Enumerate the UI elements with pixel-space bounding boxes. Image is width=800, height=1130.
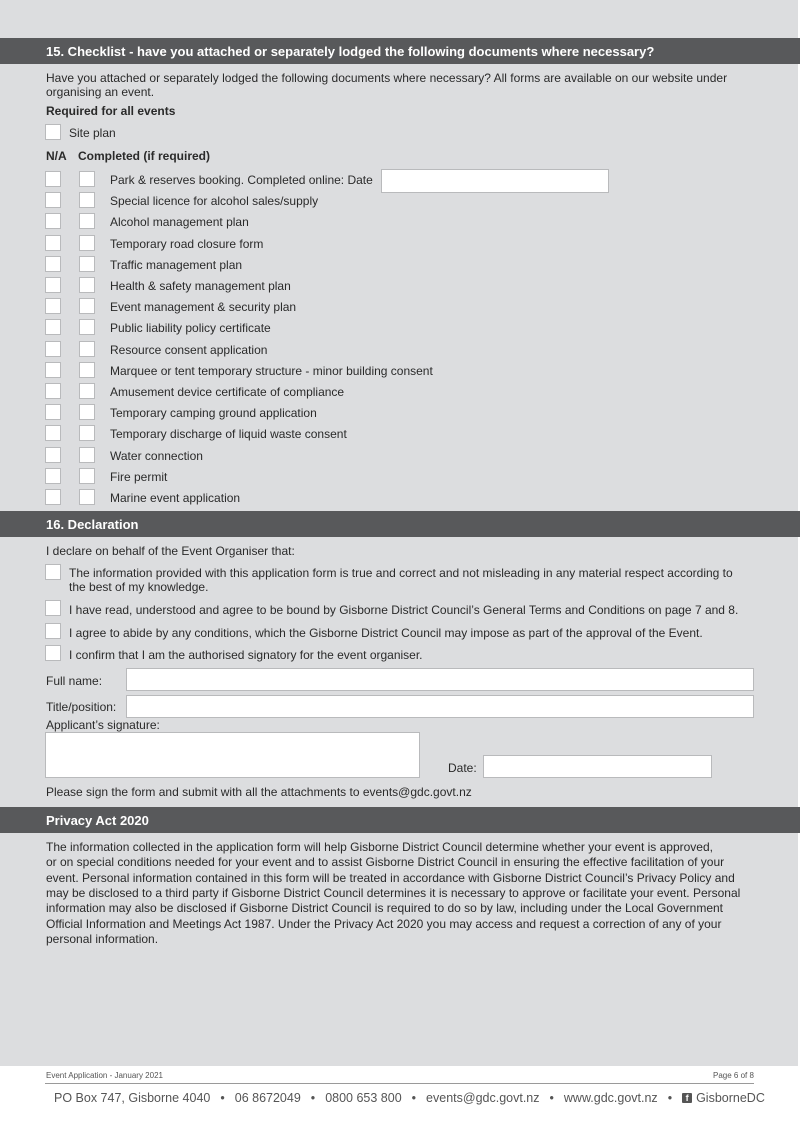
checklist-completed-checkbox[interactable]	[79, 383, 95, 399]
checklist-completed-checkbox[interactable]	[79, 362, 95, 378]
separator-dot: •	[310, 1091, 316, 1105]
separator-dot: •	[549, 1091, 554, 1105]
facebook-icon: f	[682, 1093, 692, 1103]
footer-email-link[interactable]: events@gdc.govt.nz	[426, 1091, 540, 1105]
section-15-intro-line2: organising an event.	[46, 85, 155, 99]
checklist-na-checkbox[interactable]	[45, 489, 61, 505]
checklist-na-checkbox[interactable]	[45, 383, 61, 399]
checklist-completed-checkbox[interactable]	[79, 213, 95, 229]
separator-dot: •	[667, 1091, 673, 1105]
site-plan-checkbox[interactable]	[45, 124, 61, 140]
checklist-completed-checkbox[interactable]	[79, 341, 95, 357]
checklist-na-checkbox[interactable]	[45, 213, 61, 229]
park-booking-date-input[interactable]	[381, 169, 609, 193]
date-label: Date:	[448, 761, 477, 775]
checklist-completed-checkbox[interactable]	[79, 489, 95, 505]
checklist-na-checkbox[interactable]	[45, 447, 61, 463]
section-16-title: 16. Declaration	[46, 516, 139, 532]
declaration-statement-3: I agree to abide by any conditions, which the Gisborne District Council may impose as part of the approval of the Event.	[69, 626, 703, 640]
privacy-text-line: event. Personal information contained in this form will be treated in accordance with Gisborne District Council’s Privacy Policy and	[46, 870, 735, 885]
checklist-item-label: Event management & security plan	[110, 300, 297, 314]
checklist-completed-checkbox[interactable]	[79, 298, 95, 314]
checklist-na-checkbox[interactable]	[45, 468, 61, 484]
checklist-na-checkbox[interactable]	[45, 256, 61, 272]
privacy-text-line: or on special conditions needed for your event and to assist Gisborne District Council in ensuring the effective facilitation of your	[46, 855, 725, 870]
declaration-statement-4: I confirm that I am the authorised signatory for the event organiser.	[69, 648, 423, 662]
declaration-intro: I declare on behalf of the Event Organiser that:	[46, 544, 295, 558]
checklist-completed-checkbox[interactable]	[79, 319, 95, 335]
checklist-item-label: Fire permit	[110, 470, 168, 484]
privacy-text-line: information may also be disclosed if Gisborne District Council is required to do so by law, including under the Local Government	[46, 901, 724, 916]
section-15-title: 15. Checklist - have you attached or separately lodged the following documents where necessary?	[46, 43, 655, 59]
full-name-label: Full name:	[46, 674, 103, 688]
checklist-completed-checkbox[interactable]	[79, 447, 95, 463]
checklist-item-label: Marquee or tent temporary structure - minor building consent	[110, 364, 433, 378]
checklist-na-checkbox[interactable]	[45, 171, 61, 187]
section-15-header	[0, 38, 800, 64]
required-heading: Required for all events	[46, 104, 176, 118]
footer-doc-name: Event Application - January 2021	[46, 1071, 163, 1080]
section-16-header	[0, 511, 800, 537]
checklist-na-checkbox[interactable]	[45, 425, 61, 441]
section-15-intro-line1: Have you attached or separately lodged the following documents where necessary? All forms are available on our website under	[46, 71, 728, 85]
full-name-input[interactable]	[126, 668, 754, 691]
checklist-completed-checkbox[interactable]	[79, 235, 95, 251]
checklist-completed-checkbox[interactable]	[79, 171, 95, 187]
column-completed-heading: Completed (if required)	[78, 149, 211, 163]
declaration-statement-1-line2: the best of my knowledge.	[69, 580, 209, 594]
checklist-item-label: Temporary discharge of liquid waste consent	[110, 427, 347, 441]
site-plan-label: Site plan	[69, 126, 116, 140]
footer-phone-1: 06 8672049	[234, 1091, 301, 1105]
privacy-header	[0, 807, 800, 833]
checklist-na-checkbox[interactable]	[45, 319, 61, 335]
signature-date-input[interactable]	[483, 755, 712, 778]
checklist-completed-checkbox[interactable]	[79, 256, 95, 272]
separator-dot: •	[220, 1091, 225, 1105]
privacy-title: Privacy Act 2020	[46, 812, 149, 828]
checklist-completed-checkbox[interactable]	[79, 192, 95, 208]
signature-label: Applicant’s signature:	[46, 718, 160, 732]
checklist-na-checkbox[interactable]	[45, 362, 61, 378]
declaration-checkbox-3[interactable]	[45, 623, 61, 639]
privacy-text-line: may be disclosed to a third party if Gisborne District Council determines it is necessary to approve or facilitate your event. Personal	[46, 885, 741, 900]
checklist-item-label: Temporary road closure form	[110, 237, 264, 251]
footer-phone-2: 0800 653 800	[325, 1091, 402, 1105]
footer-page-number: Page 6 of 8	[713, 1071, 754, 1080]
signature-box[interactable]	[45, 732, 420, 778]
checklist-item-label: Park & reserves booking. Completed online: Date	[110, 173, 373, 187]
privacy-text-line: The information collected in the application form will help Gisborne District Council determine whether your event is approved,	[46, 840, 713, 854]
footer-website-link[interactable]: www.gdc.govt.nz	[563, 1091, 658, 1105]
footer-contact-bar	[54, 1091, 765, 1105]
checklist-na-checkbox[interactable]	[45, 235, 61, 251]
checklist-na-checkbox[interactable]	[45, 192, 61, 208]
checklist-item-label: Temporary camping ground application	[110, 406, 317, 420]
checklist-item-label: Public liability policy certificate	[110, 321, 271, 335]
privacy-text-line: Official Information and Meetings Act 1987. Under the Privacy Act 2020 you may access and request a correction of any of your	[46, 916, 722, 931]
checklist-item-label: Traffic management plan	[110, 258, 243, 272]
footer-address: PO Box 747, Gisborne 4040	[54, 1091, 211, 1105]
checklist-item-label: Marine event application	[110, 491, 241, 505]
checklist-item-label: Resource consent application	[110, 343, 268, 357]
checklist-completed-checkbox[interactable]	[79, 468, 95, 484]
declaration-statement-2: I have read, understood and agree to be bound by Gisborne District Council’s General Terms and Conditions on page 7 and 8.	[69, 603, 739, 617]
submit-note: Please sign the form and submit with all the attachments to events@gdc.govt.nz	[46, 785, 472, 799]
checklist-item-label: Water connection	[110, 449, 203, 463]
declaration-checkbox-2[interactable]	[45, 600, 61, 616]
checklist-na-checkbox[interactable]	[45, 341, 61, 357]
checklist-completed-checkbox[interactable]	[79, 404, 95, 420]
separator-dot: •	[411, 1091, 417, 1105]
title-position-input[interactable]	[126, 695, 754, 718]
declaration-checkbox-1[interactable]	[45, 564, 61, 580]
checklist-completed-checkbox[interactable]	[79, 277, 95, 293]
footer-facebook-link[interactable]: GisborneDC	[696, 1091, 765, 1105]
column-na-heading: N/A	[46, 149, 67, 163]
checklist-na-checkbox[interactable]	[45, 404, 61, 420]
privacy-text-line: personal information.	[46, 931, 159, 946]
footer-divider	[45, 1083, 754, 1084]
checklist-item-label: Alcohol management plan	[110, 215, 249, 229]
checklist-item-label: Health & safety management plan	[110, 279, 291, 293]
checklist-completed-checkbox[interactable]	[79, 425, 95, 441]
title-position-label: Title/position:	[46, 700, 117, 714]
checklist-item-label: Amusement device certificate of compliance	[110, 385, 345, 399]
checklist-na-checkbox[interactable]	[45, 298, 61, 314]
declaration-statement-1-line1: The information provided with this application form is true and correct and not misleading in any material respect according to	[69, 566, 733, 580]
declaration-checkbox-4[interactable]	[45, 645, 61, 661]
checklist-item-label: Special licence for alcohol sales/supply	[110, 194, 319, 208]
checklist-na-checkbox[interactable]	[45, 277, 61, 293]
